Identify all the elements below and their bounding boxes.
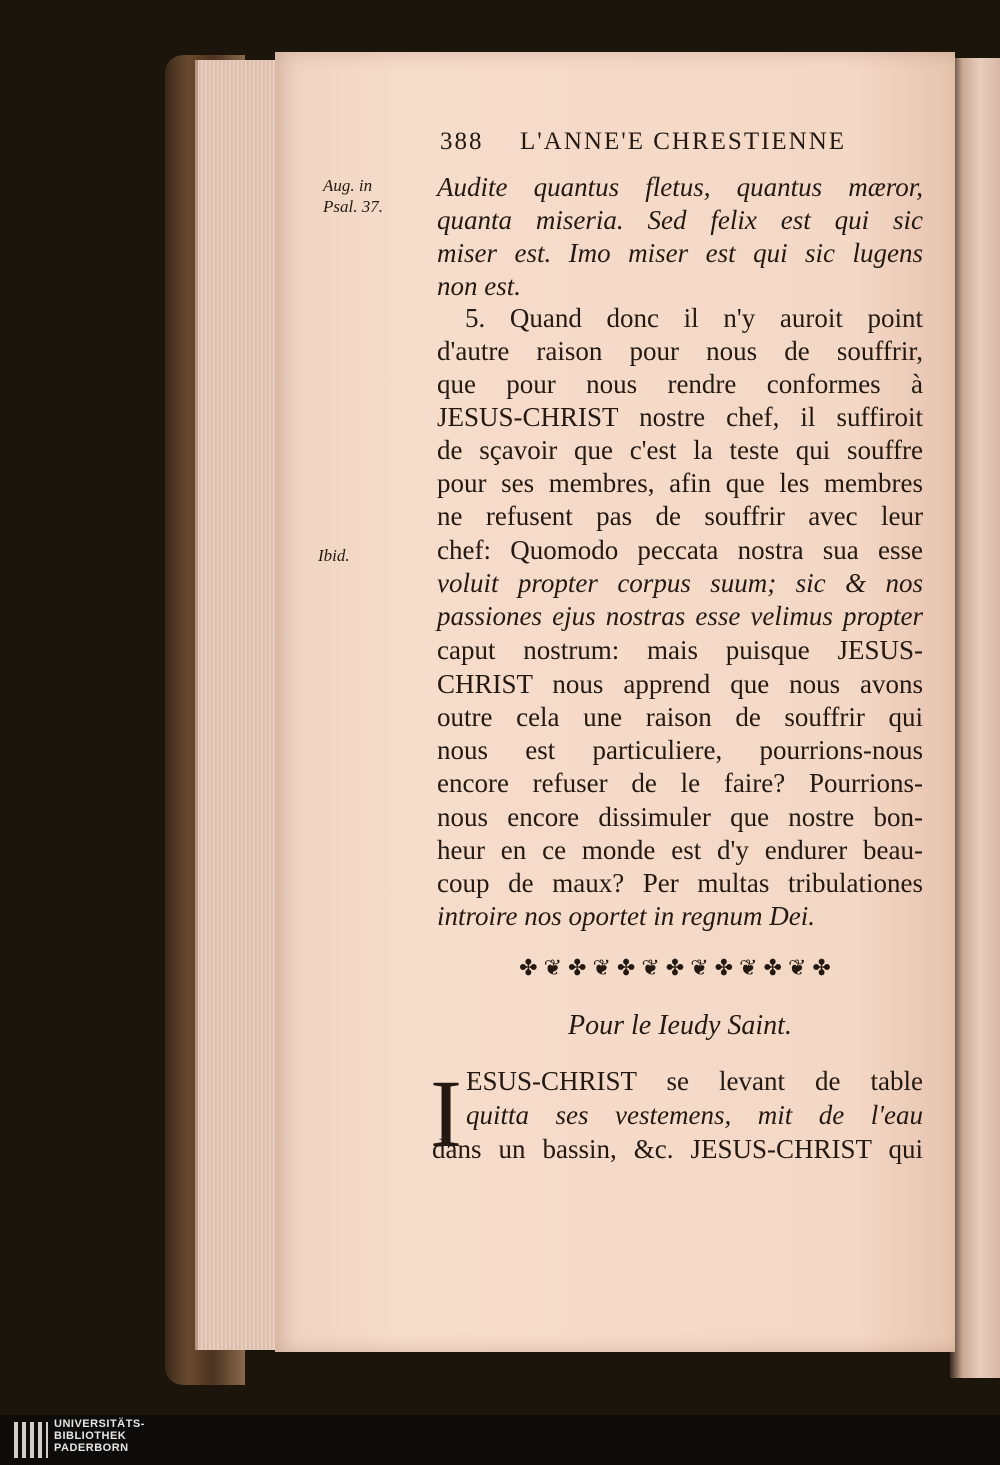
text-line: JESUS-CHRIST nostre chef, il suffiroit (437, 402, 923, 432)
text-line: ESUS-CHRIST se levant de table (466, 1066, 923, 1096)
text-line: introire nos oportet in regnum Dei. (437, 901, 815, 931)
book-cover-right (950, 58, 1000, 1378)
text-line: coup de maux? Per multas tribulationes (437, 868, 923, 898)
text-line: non est. (437, 271, 521, 301)
text-line: Audite quantus fletus, quantus mæror, (437, 172, 923, 202)
text-line: chef: Quomodo peccata nostra sua esse (437, 535, 923, 565)
text-line: dans un bassin, &c. JESUS-CHRIST qui (432, 1134, 923, 1164)
text-line: nous encore dissimuler que nostre bon- (437, 802, 923, 832)
text-line: nous est particuliere, pourrions-nous (437, 735, 923, 765)
text-line: pour ses membres, afin que les membres (437, 468, 923, 498)
margin-note-aug: Aug. in (323, 176, 373, 195)
text-line: CHRIST nous apprend que nous avons (437, 669, 923, 699)
library-logo-icon (14, 1422, 50, 1458)
text-line: 5. Quand donc il n'y auroit point (465, 303, 923, 333)
margin-note-psal: Psal. 37. (323, 197, 383, 216)
text-line: quanta miseria. Sed felix est qui sic (437, 205, 923, 235)
text-line: passiones ejus nostras esse velimus propter (437, 601, 923, 631)
library-name (54, 1418, 254, 1462)
section-title: Pour le Ieudy Saint. (568, 1010, 792, 1041)
page-number: 388 (440, 128, 484, 155)
margin-note-ibid: Ibid. (318, 546, 350, 565)
text-line: outre cela une raison de souffrir qui (437, 702, 923, 732)
running-head (440, 128, 890, 162)
text-line: heur en ce monde est d'y endurer beau- (437, 835, 923, 865)
text-line: encore refuser de le faire? Pourrions- (437, 768, 923, 798)
library-name-line: UNIVERSITÄTS- (54, 1418, 145, 1430)
text-line: de sçavoir que c'est la teste qui souffre (437, 435, 923, 465)
text-line: miser est. Imo miser est qui sic lugens (437, 238, 923, 268)
ornament-divider: ✤❦✤❦✤❦✤❦✤❦✤❦✤ (519, 955, 837, 980)
text-line: que pour nous rendre conformes à (437, 369, 923, 399)
library-name-line: BIBLIOTHEK (54, 1430, 127, 1442)
text-line: ne refusent pas de souffrir avec leur (437, 501, 923, 531)
library-name-line: PADERBORN (54, 1442, 129, 1454)
drop-cap: I (430, 1060, 462, 1167)
text-line: quitta ses vestemens, mit de l'eau (466, 1100, 923, 1130)
text-line: voluit propter corpus suum; sic & nos (437, 568, 923, 598)
text-line: caput nostrum: mais puisque JESUS- (437, 635, 923, 665)
running-title: L'ANNE'E CHRESTIENNE (520, 128, 847, 155)
text-line: d'autre raison pour nous de souffrir, (437, 336, 923, 366)
